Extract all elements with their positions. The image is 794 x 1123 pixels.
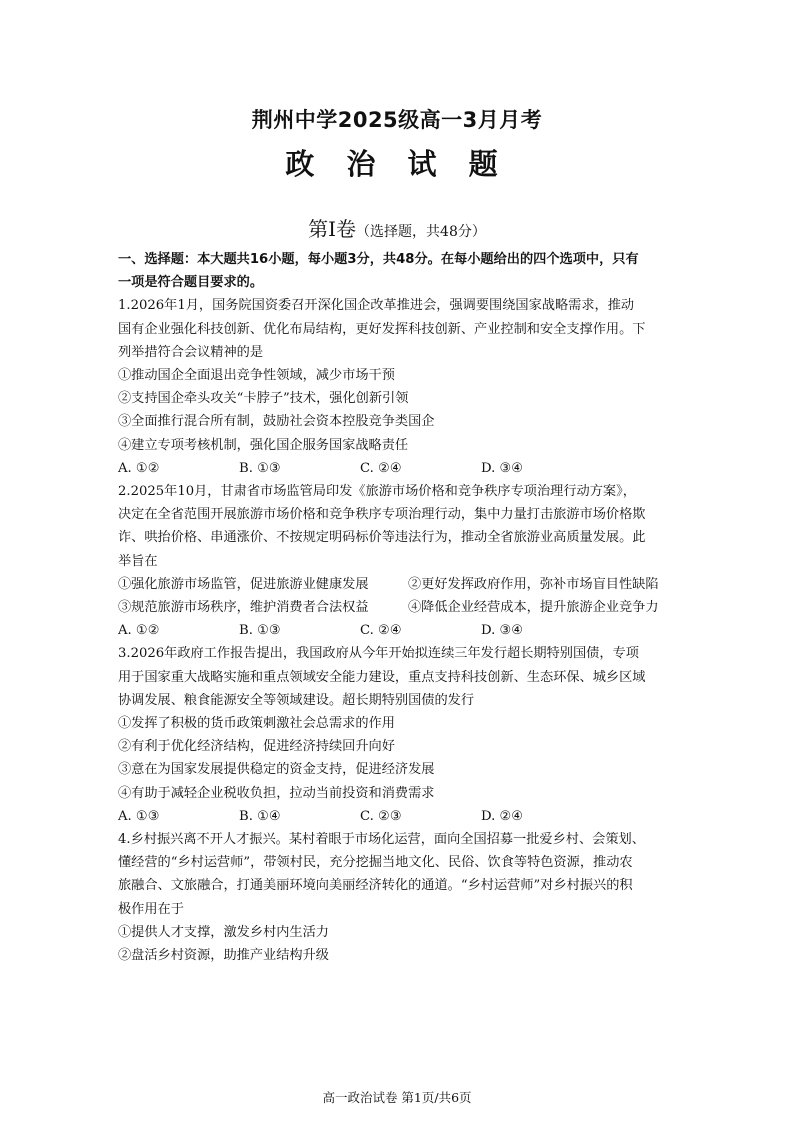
q1-option-a: A. ①② xyxy=(118,460,160,476)
q3-stem: 用于国家重大战略实施和重点领域安全能力建设，重点支持科技创新、生态环保、城乡区域 xyxy=(118,669,646,685)
q1-option-b: B. ①③ xyxy=(239,460,281,476)
q3-options xyxy=(118,805,678,828)
q3-option-a: A. ①③ xyxy=(118,808,160,824)
q2-options xyxy=(118,619,678,642)
question-content xyxy=(118,248,678,967)
q3-option-d: D. ②④ xyxy=(481,808,524,824)
q2-item: ④降低企业经营成本，提升旅游企业竞争力 xyxy=(408,600,659,616)
q2-item: ②更好发挥政府作用，弥补市场盲目性缺陷 xyxy=(408,576,659,592)
q1-item: ④建立专项考核机制，强化国企服务国家战略责任 xyxy=(118,437,409,453)
q2-option-b: B. ①③ xyxy=(239,623,281,639)
q1-stem: 国有企业强化科技创新、优化布局结构，更好发挥科技创新、产业控制和安全支撑作用。下 xyxy=(118,321,646,337)
q2-items-row xyxy=(118,573,678,596)
q3-stem: 协调发展、粮食能源安全等领域建设。超长期特别国债的发行 xyxy=(118,692,475,708)
q2-stem: 举旨在 xyxy=(118,553,158,569)
q1-stem: 列举措符合会议精神的是 xyxy=(118,344,264,360)
q4-stem: 懂经营的“乡村运营师”，带领村民，充分挖掘当地文化、民俗、饮食等特色资源，推动农 xyxy=(118,855,633,871)
q1-option-c: C. ②④ xyxy=(360,460,402,476)
q2-option-d: D. ③④ xyxy=(481,623,524,639)
q3-stem: 3.2026年政府工作报告提出，我国政府从今年开始拟连续三年发行超长期特别国债，专项 xyxy=(118,646,639,662)
q1-stem: 1.2026年1月，国务院国资委召开深化国企改革推进会，强调要围绕国家战略需求，推动 xyxy=(118,298,635,314)
page-footer: 高一政治试卷 第1页/共6页 xyxy=(322,1090,472,1105)
q4-stem: 4.乡村振兴离不开人才振兴。某村着眼于市场化运营，面向全国招募一批爱乡村、会策划、 xyxy=(118,832,645,848)
q3-option-c: C. ②③ xyxy=(360,808,402,824)
q2-stem: 决定在全省范围开展旅游市场价格和竞争秩序专项治理行动，集中力量打击旅游市场价格欺 xyxy=(118,507,646,523)
q1-item: ③全面推行混合所有制，鼓励社会资本控股竞争类国企 xyxy=(118,414,435,430)
subject-title: 政 治 试 题 xyxy=(285,147,509,181)
q3-item: ②有利于优化经济结构，促进经济持续回升向好 xyxy=(118,739,395,755)
q2-item: ③规范旅游市场秩序，维护消费者合法权益 xyxy=(118,600,369,616)
section-instruction-line2: 一项是符合题目要求的。 xyxy=(118,275,264,291)
exam-title: 荆州中学2025级高一3月月考 xyxy=(251,108,543,132)
q4-stem: 旅融合、文旅融合，打通美丽环境向美丽经济转化的通道。“乡村运营师”对乡村振兴的积 xyxy=(118,878,633,894)
q3-item: ④有助于减轻企业税收负担，拉动当前投资和消费需求 xyxy=(118,785,435,801)
q2-item: ①强化旅游市场监管，促进旅游业健康发展 xyxy=(118,576,369,592)
q1-item: ①推动国企全面退出竞争性领域，减少市场干预 xyxy=(118,368,395,384)
q2-option-a: A. ①② xyxy=(118,623,160,639)
volume-heading xyxy=(0,213,794,242)
q1-item: ②支持国企牵头攻关“卡脖子”技术，强化创新引领 xyxy=(118,391,409,407)
section-instruction-line1: 一、选择题：本大题共16小题，每小题3分，共48分。在每小题给出的四个选项中，只有 xyxy=(118,252,639,267)
q4-stem: 极作用在于 xyxy=(118,901,184,917)
q3-option-b: B. ①④ xyxy=(239,808,281,824)
volume-main: 第Ⅰ卷 xyxy=(308,217,357,241)
volume-sub: （选择题，共48分） xyxy=(356,224,486,240)
q3-item: ①发挥了积极的货币政策刺激社会总需求的作用 xyxy=(118,716,395,732)
q1-options xyxy=(118,457,678,480)
q2-option-c: C. ②④ xyxy=(360,623,402,639)
q1-option-d: D. ③④ xyxy=(481,460,524,476)
q4-item: ①提供人才支撑，激发乡村内生活力 xyxy=(118,924,329,940)
q4-item: ②盘活乡村资源，助推产业结构升级 xyxy=(118,948,329,964)
q3-item: ③意在为国家发展提供稳定的资金支持，促进经济发展 xyxy=(118,762,435,778)
q2-stem: 诈、哄抬价格、串通涨价、不按规定明码标价等违法行为，推动全省旅游业高质量发展。此 xyxy=(118,530,646,546)
q2-items-row xyxy=(118,596,678,619)
q2-stem: 2.2025年10月，甘肃省市场监管局印发《旅游市场价格和竞争秩序专项治理行动方案》， xyxy=(118,484,636,500)
